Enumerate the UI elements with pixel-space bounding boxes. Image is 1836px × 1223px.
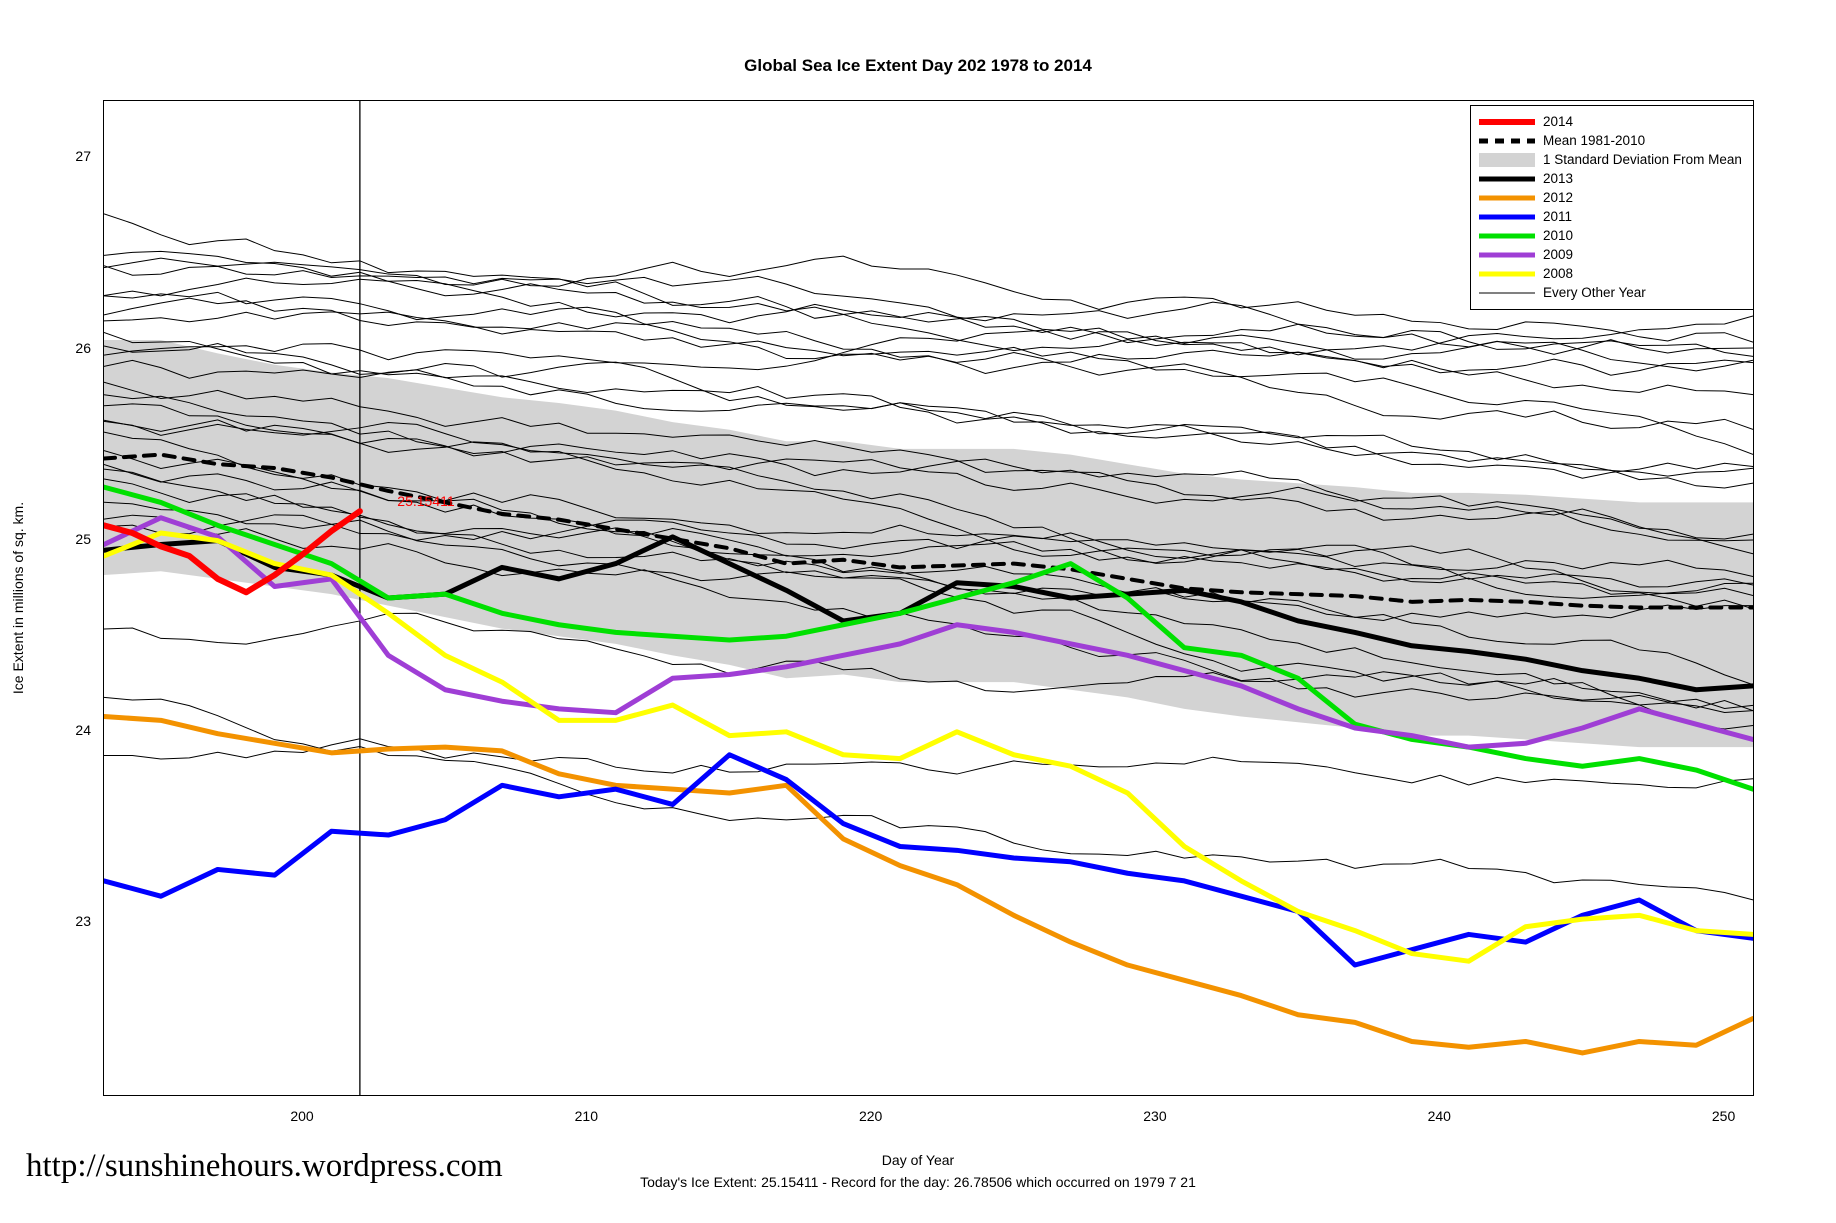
legend-item-every-other-year: [1479, 283, 1745, 302]
legend-item-2012: [1479, 188, 1745, 207]
legend-swatch-icon: [1479, 248, 1535, 262]
y-axis-label: Ice Extent in millions of sq. km.: [10, 501, 26, 695]
y-tick-27: 27: [75, 148, 91, 165]
legend-label: 2008: [1543, 266, 1574, 281]
watermark-url: http://sunshinehours.wordpress.com: [26, 1148, 503, 1184]
legend-swatch-icon: [1479, 267, 1535, 281]
legend-item-2014: [1479, 112, 1745, 131]
legend-label: 2011: [1543, 209, 1573, 224]
legend-swatch-icon: [1479, 229, 1535, 243]
legend-label: Every Other Year: [1543, 285, 1646, 300]
legend-label: 2013: [1543, 171, 1574, 186]
std-dev-band: [104, 340, 1753, 747]
y-tick-23: 23: [75, 912, 91, 929]
x-tick-240: 240: [1427, 1108, 1451, 1124]
legend-label: 2009: [1543, 247, 1574, 262]
legend-swatch-icon: [1479, 172, 1535, 186]
legend-swatch-icon: [1479, 286, 1535, 300]
legend-label: 1 Standard Deviation From Mean: [1543, 152, 1742, 167]
legend-swatch-icon: [1479, 153, 1535, 167]
chart-footnote: Today's Ice Extent: 25.15411 - Record for the day: 26.78506 which occurred on 1979 7 21: [640, 1174, 1196, 1190]
x-tick-210: 210: [574, 1108, 598, 1124]
x-tick-200: 200: [290, 1108, 314, 1124]
legend-item-2013: [1479, 169, 1745, 188]
legend-label: Mean 1981-2010: [1543, 133, 1646, 148]
y-tick-26: 26: [75, 339, 91, 356]
series-line-2012: [104, 717, 1753, 1053]
legend-swatch-icon: [1479, 134, 1535, 148]
legend-item-1-standard-deviation-from-mean: [1479, 150, 1745, 169]
x-tick-250: 250: [1711, 1108, 1736, 1124]
legend-item-2010: [1479, 226, 1745, 245]
legend-swatch-icon: [1479, 115, 1535, 129]
legend-label: 2010: [1543, 228, 1574, 243]
legend-label: 2014: [1543, 114, 1574, 129]
current-value-annotation: 25.15411: [397, 493, 455, 510]
legend-item-2009: [1479, 245, 1745, 264]
legend-item-2011: [1479, 207, 1745, 226]
legend-swatch-icon: [1479, 210, 1535, 224]
x-axis-label: Day of Year: [881, 1152, 955, 1168]
legend-item-mean-1981-2010: [1479, 131, 1745, 150]
x-tick-220: 220: [858, 1108, 883, 1124]
legend-swatch-icon: [1479, 191, 1535, 205]
y-tick-24: 24: [75, 721, 91, 738]
y-tick-25: 25: [75, 530, 91, 547]
legend-label: 2012: [1543, 190, 1574, 205]
chart-legend: [1470, 105, 1754, 310]
chart-title: Global Sea Ice Extent Day 202 1978 to 2014: [744, 56, 1092, 75]
x-tick-230: 230: [1143, 1108, 1167, 1124]
legend-item-2008: [1479, 264, 1745, 283]
series-line-2011: [104, 755, 1753, 965]
